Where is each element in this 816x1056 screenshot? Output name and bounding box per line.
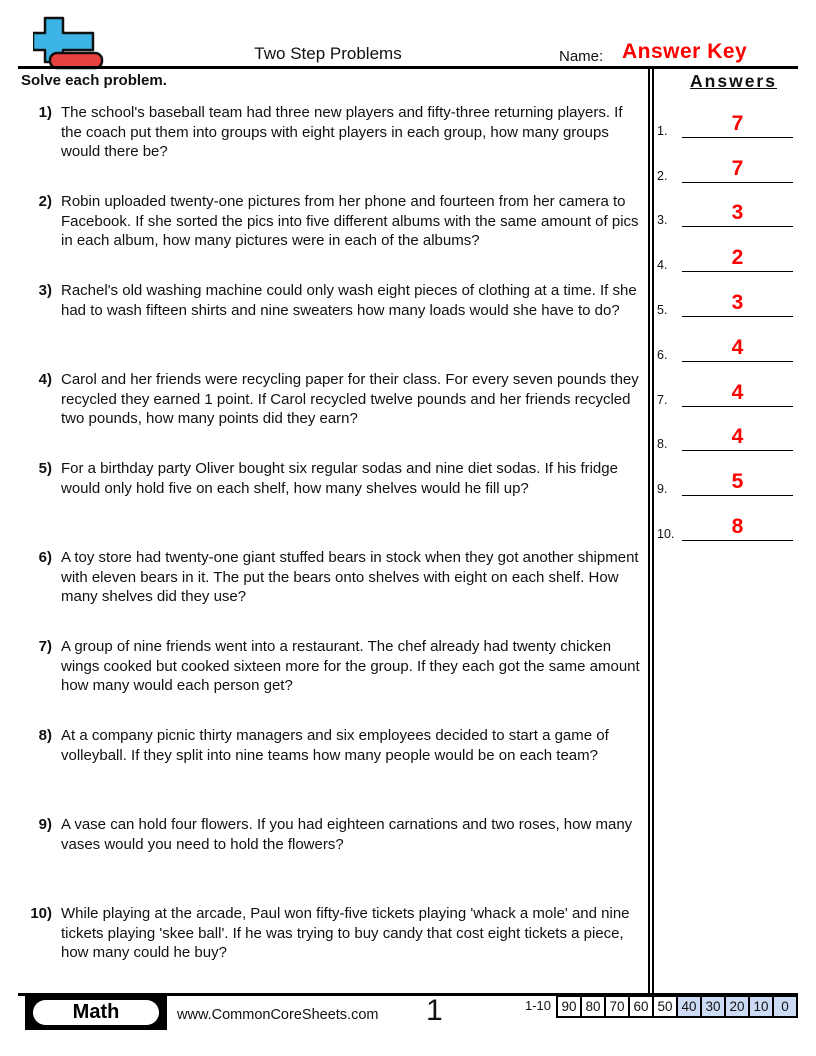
problem-number: 9) [38, 816, 52, 833]
problem-7 [20, 637, 648, 726]
answer-row-9 [655, 456, 798, 501]
answer-number: 9. [657, 482, 668, 497]
problem-number: 7) [38, 638, 52, 655]
problem-number: 6) [38, 549, 52, 566]
grading-score-strip [525, 995, 798, 1018]
score-cell-10: 10 [748, 995, 774, 1018]
answers-title: Answers [690, 71, 777, 91]
problem-3 [20, 281, 648, 370]
answers-list [655, 98, 798, 546]
name-value-answer-key: Answer Key [622, 40, 748, 63]
answer-value: 5 [731, 470, 744, 494]
problem-5 [20, 459, 648, 548]
answer-row-8 [655, 412, 798, 457]
answer-number: 6. [657, 347, 668, 362]
answer-row-6 [655, 322, 798, 367]
website-url: www.CommonCoreSheets.com [177, 1007, 379, 1023]
score-cell-50: 50 [652, 995, 678, 1018]
problem-8 [20, 726, 648, 815]
answer-blank-line [682, 471, 793, 496]
page-title: Two Step Problems [254, 44, 402, 63]
answer-blank-line [682, 202, 793, 227]
problem-text: Rachel's old washing machine could only wash eight pieces of clothing at a time. If she had to wash fifteen shirts and nine sweaters how many loads would she have to do? [61, 282, 637, 319]
score-cell-20: 20 [724, 995, 750, 1018]
answer-row-10 [655, 501, 798, 546]
answer-value: 2 [731, 246, 744, 270]
answer-number: 10. [657, 526, 675, 541]
problem-text: The school's baseball team had three new players and fifty-three returning players. If the coach put them into groups with eight players in each group, how many groups would there be? [61, 104, 623, 160]
subject-badge [25, 996, 167, 1030]
answer-blank-line [682, 247, 793, 272]
problem-number: 2) [38, 193, 52, 210]
answer-blank-line [682, 337, 793, 362]
score-cell-40: 40 [676, 995, 702, 1018]
problem-10 [20, 904, 648, 993]
name-label: Name: [559, 48, 604, 65]
answer-row-5 [655, 277, 798, 322]
problem-number: 5) [38, 460, 52, 477]
answers-divider-double-rule [648, 69, 654, 993]
problems-list [20, 103, 648, 993]
problem-number: 8) [38, 727, 52, 744]
problem-text: A group of nine friends went into a restaurant. The chef already had twenty chicken wings cooked but cooked sixteen more for the group. If they each got the same amount how many would each person get? [61, 638, 640, 694]
answer-blank-line [682, 113, 793, 138]
answer-row-4 [655, 232, 798, 277]
answer-value: 4 [731, 380, 744, 404]
problem-6 [20, 548, 648, 637]
problem-text: While playing at the arcade, Paul won fifty-five tickets playing 'whack a mole' and nine tickets playing 'skee ball'. If he was trying to buy candy that cost eight tickets a piece, how many could he buy? [61, 905, 630, 961]
problem-text: A toy store had twenty-one giant stuffed bears in stock when they got another shipment with eleven bears in it. The put the bears onto shelves with eight on each shelf. How many shelves did they use? [61, 549, 639, 605]
answer-value: 7 [731, 156, 744, 180]
answer-value: 3 [731, 201, 744, 225]
answer-value: 4 [731, 335, 744, 359]
problem-text: At a company picnic thirty managers and six employees decided to start a game of volleyball. If they split into nine teams how many people would be on each team? [61, 727, 609, 764]
answer-row-1 [655, 98, 798, 143]
header-rule [18, 66, 798, 69]
score-cell-0: 0 [772, 995, 798, 1018]
problem-9 [20, 815, 648, 904]
answer-value: 7 [731, 111, 744, 135]
answer-blank-line [682, 382, 793, 407]
answer-number: 2. [657, 168, 668, 183]
subject-badge-label: Math [33, 1000, 159, 1025]
answer-value: 3 [731, 290, 744, 314]
answer-number: 4. [657, 258, 668, 273]
answers-panel [655, 71, 798, 546]
problem-1 [20, 103, 648, 192]
score-cell-60: 60 [628, 995, 654, 1018]
score-range-label: 1-10 [525, 998, 552, 1013]
answer-number: 1. [657, 123, 668, 138]
answer-row-3 [655, 188, 798, 233]
score-cell-80: 80 [580, 995, 606, 1018]
answer-row-2 [655, 143, 798, 188]
answer-blank-line [682, 158, 793, 183]
page-number: 1 [426, 994, 443, 1027]
problem-number: 4) [38, 371, 52, 388]
answer-row-7 [655, 367, 798, 412]
answer-value: 8 [731, 514, 744, 538]
score-cell-70: 70 [604, 995, 630, 1018]
problem-number: 10) [30, 905, 52, 922]
answer-blank-line [682, 292, 793, 317]
problem-4 [20, 370, 648, 459]
score-cell-90: 90 [556, 995, 582, 1018]
answer-blank-line [682, 516, 793, 541]
problem-number: 3) [38, 282, 52, 299]
answer-number: 3. [657, 213, 668, 228]
score-cell-30: 30 [700, 995, 726, 1018]
answer-number: 5. [657, 302, 668, 317]
problem-number: 1) [38, 104, 52, 121]
answer-value: 4 [731, 425, 744, 449]
answer-number: 7. [657, 392, 668, 407]
instruction-text: Solve each problem. [21, 72, 167, 89]
problem-text: For a birthday party Oliver bought six regular sodas and nine diet sodas. If his fridge would only hold five on each shelf, how many shelves would he fill up? [61, 460, 618, 497]
answer-number: 8. [657, 437, 668, 452]
answer-blank-line [682, 426, 793, 451]
problem-2 [20, 192, 648, 281]
problem-text: Carol and her friends were recycling paper for their class. For every seven pounds they recycled they earned 1 point. If Carol recycled twelve pounds and her friends recycled two pounds, how many points did they earn? [61, 371, 639, 427]
problem-text: A vase can hold four flowers. If you had eighteen carnations and two roses, how many vases would you need to hold the flowers? [61, 816, 633, 853]
problem-text: Robin uploaded twenty-one pictures from her phone and fourteen from her camera to Facebook. If she sorted the pics into five different albums with the same amount of pics in each album, how many pictures were in each of the albums? [61, 193, 639, 249]
